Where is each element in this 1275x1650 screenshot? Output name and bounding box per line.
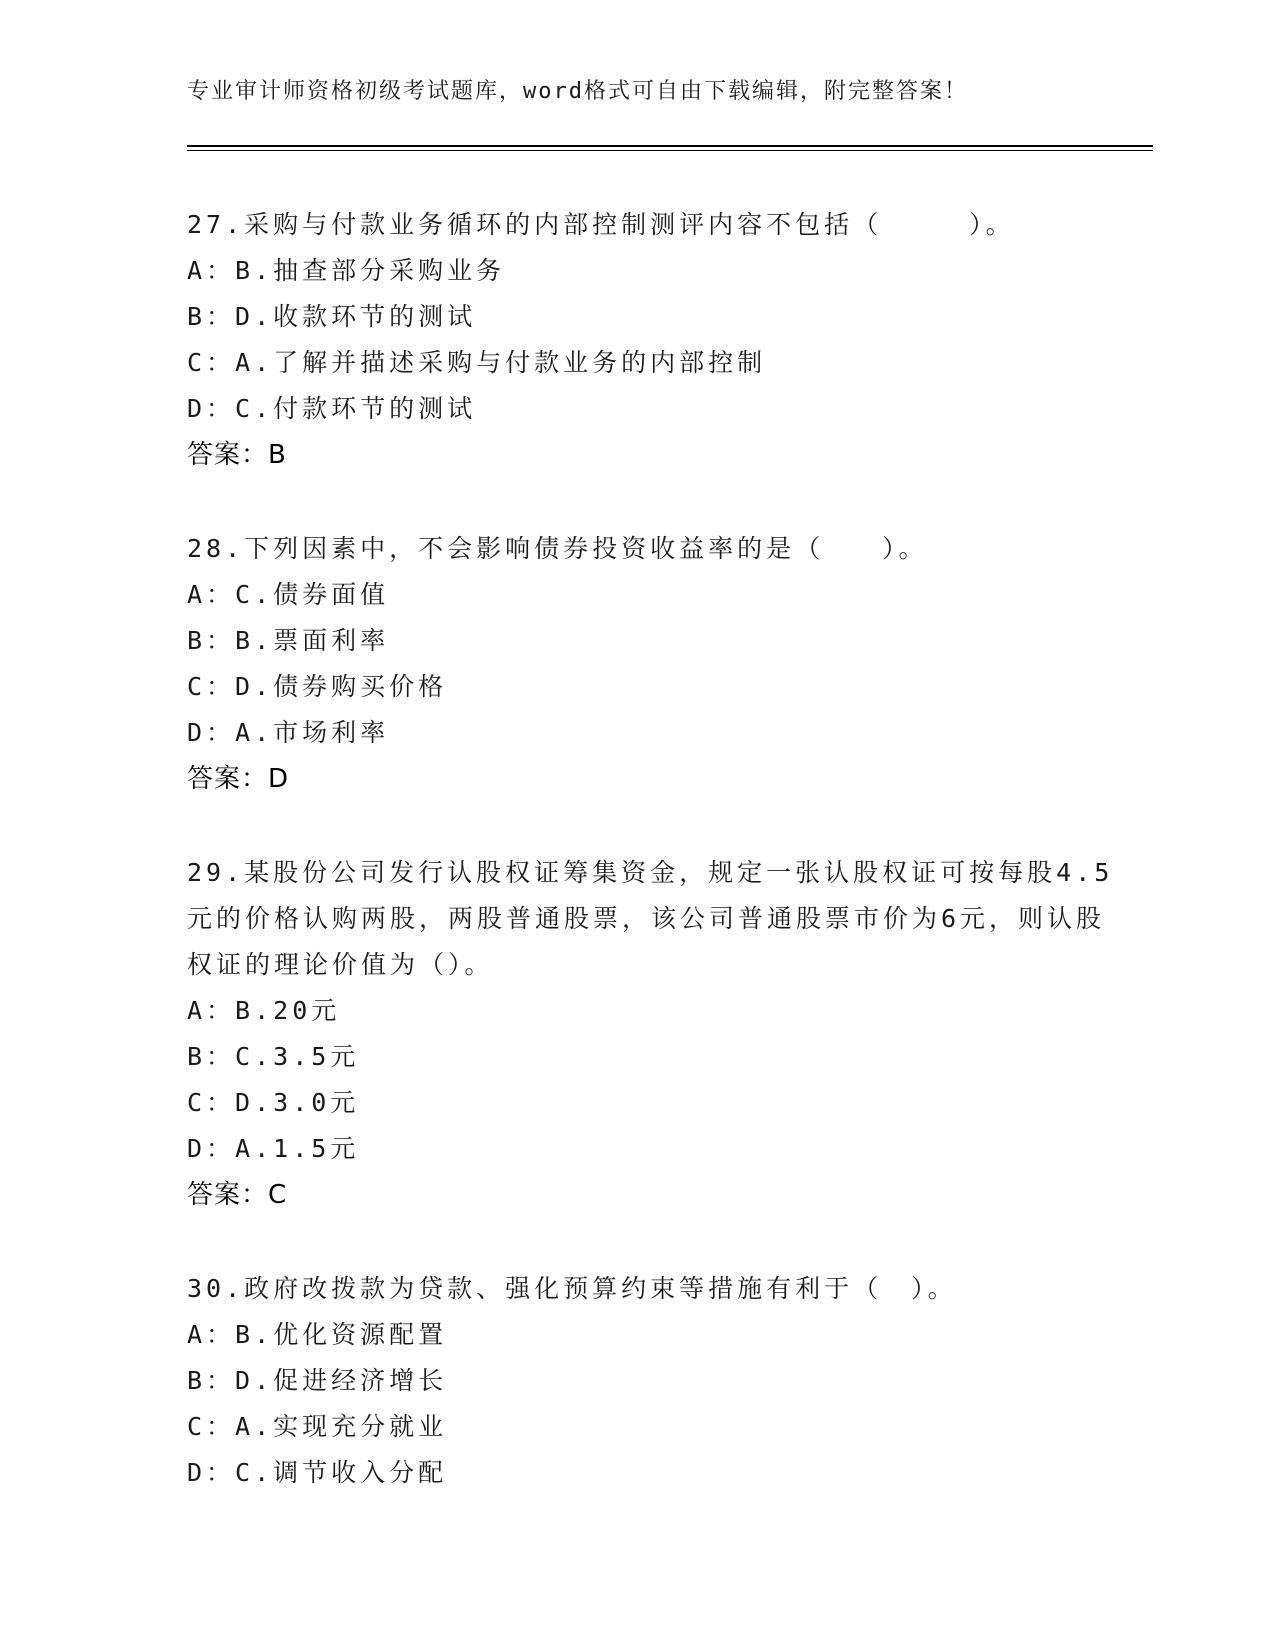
question-list: [187, 202, 1117, 1544]
option-a: A：B.抽查部分采购业务: [187, 256, 506, 285]
option-a: A：B.优化资源配置: [187, 1320, 448, 1349]
page-header: 专业审计师资格初级考试题库，word格式可自由下载编辑，附完整答案！: [187, 79, 968, 104]
question-29: [187, 850, 1117, 1218]
option-d: D：A.市场利率: [187, 718, 390, 747]
option-b: B：D.促进经济增长: [187, 1366, 448, 1395]
question-30: [187, 1266, 1117, 1496]
option-d: D：C.调节收入分配: [187, 1458, 448, 1487]
header-divider-thin: [187, 150, 1153, 151]
question-stem: 30.政府改拨款为贷款、强化预算约束等措施有利于（ ）。: [187, 1274, 957, 1303]
header-divider-thick: [187, 145, 1153, 147]
question-stem: 28.下列因素中，不会影响债券投资收益率的是（ ）。: [187, 534, 928, 563]
question-stem: 27.采购与付款业务循环的内部控制测评内容不包括（ ）。: [187, 210, 1015, 239]
option-a: A：C.债券面值: [187, 580, 390, 609]
question-stem: 29.某股份公司发行认股权证筹集资金，规定一张认股权证可按每股4.5元的价格认购两股，两股普通股票，该公司普通股票市价为6元，则认股权证的理论价值为（）。: [187, 858, 1114, 979]
option-a: A：B.20元: [187, 996, 341, 1025]
option-b: B：B.票面利率: [187, 626, 390, 655]
question-27: [187, 202, 1117, 478]
option-b: B：C.3.5元: [187, 1042, 360, 1071]
option-d: D：C.付款环节的测试: [187, 394, 477, 423]
option-b: B：D.收款环节的测试: [187, 302, 477, 331]
question-28: [187, 526, 1117, 802]
option-c: C：D.债券购买价格: [187, 672, 448, 701]
option-c: C：D.3.0元: [187, 1088, 360, 1117]
option-c: C：A.实现充分就业: [187, 1412, 448, 1441]
option-d: D：A.1.5元: [187, 1134, 360, 1163]
option-c: C：A.了解并描述采购与付款业务的内部控制: [187, 348, 767, 377]
answer-label: 答案：B: [187, 440, 287, 470]
answer-label: 答案：C: [187, 1180, 288, 1210]
answer-label: 答案：D: [187, 764, 290, 794]
